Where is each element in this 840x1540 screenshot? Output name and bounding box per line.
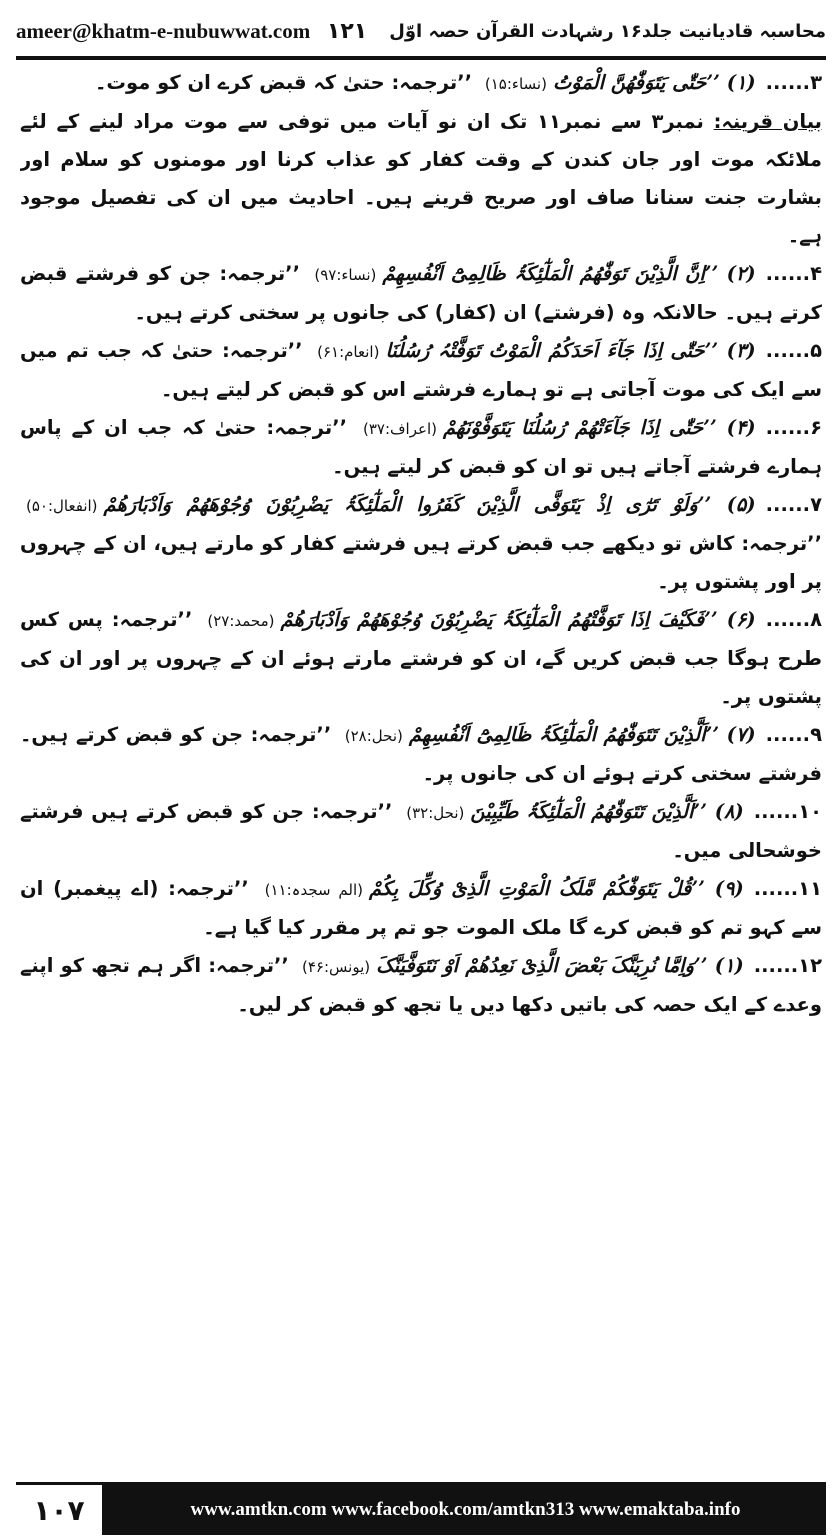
surah-reference: (نساء:۱۵) xyxy=(484,75,547,93)
paragraph xyxy=(20,947,822,1024)
item-number: ۹...... xyxy=(765,723,822,746)
surah-reference: (محمد:۲۷) xyxy=(207,612,275,630)
header-rule xyxy=(16,56,826,60)
paragraph xyxy=(20,255,822,332)
page-header xyxy=(16,14,826,48)
item-number: ۵...... xyxy=(765,339,822,362)
item-number: ۴...... xyxy=(765,262,822,285)
page-footer xyxy=(16,1482,826,1535)
surah-reference: (انعام:۶۱) xyxy=(317,343,380,361)
item-number: ۱۲...... xyxy=(753,954,822,977)
paragraph xyxy=(20,103,822,255)
item-number: ۱۱...... xyxy=(753,877,822,900)
paragraph xyxy=(20,601,822,716)
paragraph xyxy=(20,716,822,793)
surah-reference: (نحل:۳۲) xyxy=(406,804,465,822)
surah-reference: (اعراف:۳۷) xyxy=(362,420,437,438)
translation-text: ’’ترجمہ: حتیٰ کہ جب ان کے پاس ہمارے فرشتے آجاتے ہیں تو ان کو قبض کر لیتے ہیں۔ xyxy=(20,416,822,478)
surah-reference: (نساء:۹۷) xyxy=(314,266,377,284)
surah-reference: (الم سجدہ:۱۱) xyxy=(264,881,363,899)
book-title: محاسبہ قادیانیت جلد۱۶ رشہادت القرآن حصہ اوّل xyxy=(389,20,826,42)
paragraph xyxy=(20,64,822,103)
translation-text: ’’ترجمہ: جن کو قبض کرتے ہیں۔ فرشتے سختی کرتے ہوئے ان کی جانوں پر۔ xyxy=(20,723,822,785)
ayah-text: (۲) ’’اِنَّ الَّذِیْنَ تَوَفّٰھُمُ الْمَلٰٓئِکَۃُ ظَالِمِیْٓ اَنْفُسِھِمْ xyxy=(382,262,756,285)
translation-text: ’’ترجمہ: جن کو فرشتے قبض کرتے ہیں۔ حالانکہ وہ (فرشتے) ان (کفار) کی جانوں پر سختی کرتے ہیں۔ xyxy=(20,262,822,324)
translation-text: ’’ترجمہ: (اے پیغمبر) ان سے کہو تم کو قبض کرے گا ملک الموت جو تم پر مقرر کیا گیا ہے۔ xyxy=(20,877,822,939)
header-email: ameer@khatm-e-nubuwwat.com xyxy=(16,18,311,43)
paragraph xyxy=(20,332,822,409)
item-number: ۷...... xyxy=(765,493,822,516)
paragraph xyxy=(20,793,822,870)
footer-links: www.amtkn.com www.facebook.com/amtkn313 www.emaktaba.info xyxy=(105,1485,826,1535)
page-body xyxy=(20,64,822,1474)
ayah-text: (۱) ’’وَاِمَّا نُرِیَنَّکَ بَعْضَ الَّذِیْ نَعِدُھُمْ اَوْ نَتَوَفَّیَنَّکَ xyxy=(376,954,744,977)
paragraph xyxy=(20,486,822,601)
ayah-text: (۵) ’’وَلَوْ تَرٰٓی اِذْ یَتَوَفَّی الَّذِیْنَ کَفَرُوا الْمَلٰٓئِکَۃُ یَضْرِبُوْنَ وُجُوْھَھُمْ وَاَدْبَارَھُمْ xyxy=(103,493,756,516)
ayah-text: (۹) ’’قُلْ یَتَوَفّٰکُمْ مَّلَکُ الْمَوْتِ الَّذِیْ وُکِّلَ بِکُمْ xyxy=(368,877,744,900)
ayah-text: (۶) ’’فَکَیْفَ اِذَا تَوَفَّتْھُمُ الْمَلٰٓئِکَۃُ یَضْرِبُوْنَ وُجُوْھَھُمْ وَاَدْبَارَھُمْ xyxy=(280,608,756,631)
translation-text: نمبر۳ سے نمبر۱۱ تک ان نو آیات میں توفی سے موت مراد لینے کے لئے ملائکہ موت اور جان کندن کے وقت کفار کو عذاب کرنا اور مومنوں کو سلام اور بشارت جنت سنانا صاف اور صریح قرینے ہیں۔ احادیث میں ان کی تفصیل موجود ہے۔ xyxy=(20,110,822,247)
surah-reference: (نحل:۲۸) xyxy=(344,727,403,745)
ayah-text: (۸) ’’اَلَّذِیْنَ تَتَوَفّٰھُمُ الْمَلٰٓئِکَۃُ طَیِّبِیْنَ xyxy=(470,800,744,823)
surah-reference: (انفعال:۵۰) xyxy=(26,497,98,515)
item-number: ۳...... xyxy=(765,71,822,94)
item-number: ۱۰...... xyxy=(753,800,822,823)
footer-page-number: ۱۰۷ xyxy=(16,1485,105,1535)
section-heading: بیان قرینہ: xyxy=(713,110,822,133)
ayah-text: (۳) ’’حَتّٰی اِذَا جَآءَ اَحَدَکُمُ الْمَوْتُ تَوَفَّتْہُ رُسُلُنَا xyxy=(385,339,756,362)
ayah-text: (۱) ’’حَتّٰی یَتَوَفّٰھُنَّ الْمَوْتُ xyxy=(552,71,756,94)
header-page-number: ۱۲۱ xyxy=(326,18,368,44)
translation-text: ’’ترجمہ: حتیٰ کہ جب تم میں سے ایک کی موت آجاتی ہے تو ہمارے فرشتے اس کو قبض کر لیتے ہیں۔ xyxy=(20,339,822,401)
translation-text: ’’ترجمہ: حتیٰ کہ قبض کرے ان کو موت۔ xyxy=(94,71,479,94)
ayah-text: (۴) ’’حَتّٰی اِذَا جَآءَتْھُمْ رُسُلُنَا یَتَوَفَّوْنَھُمْ xyxy=(442,416,756,439)
translation-text: ’’ترجمہ: اگر ہم تجھ کو اپنے وعدے کے ایک حصہ کی باتیں دکھا دیں یا تجھ کو قبض کر لیں۔ xyxy=(20,954,822,1016)
surah-reference: (یونس:۴۶) xyxy=(302,958,371,976)
ayah-text: (۷) ’’اَلَّذِیْنَ تَتَوَفّٰھُمُ الْمَلٰٓئِکَۃُ ظَالِمِیْٓ اَنْفُسِھِمْ xyxy=(408,723,756,746)
paragraph xyxy=(20,409,822,486)
translation-text: ’’ترجمہ: جن کو قبض کرتے ہیں فرشتے خوشحالی میں۔ xyxy=(20,800,822,862)
paragraph xyxy=(20,870,822,947)
header-title-group xyxy=(327,19,826,44)
translation-text: ’’ترجمہ: پس کس طرح ہوگا جب قبض کریں گے، ان کو فرشتے مارتے ہوئے ان کے چہروں پر اور ان کی پشتوں پر۔ xyxy=(20,608,822,708)
item-number: ۸...... xyxy=(765,608,822,631)
item-number: ۶...... xyxy=(765,416,822,439)
translation-text: ’’ترجمہ: کاش تو دیکھے جب قبض کرتے ہیں فرشتے کفار کو مارتے ہیں، ان کے چہروں پر اور پشتوں پر۔ xyxy=(20,532,822,593)
